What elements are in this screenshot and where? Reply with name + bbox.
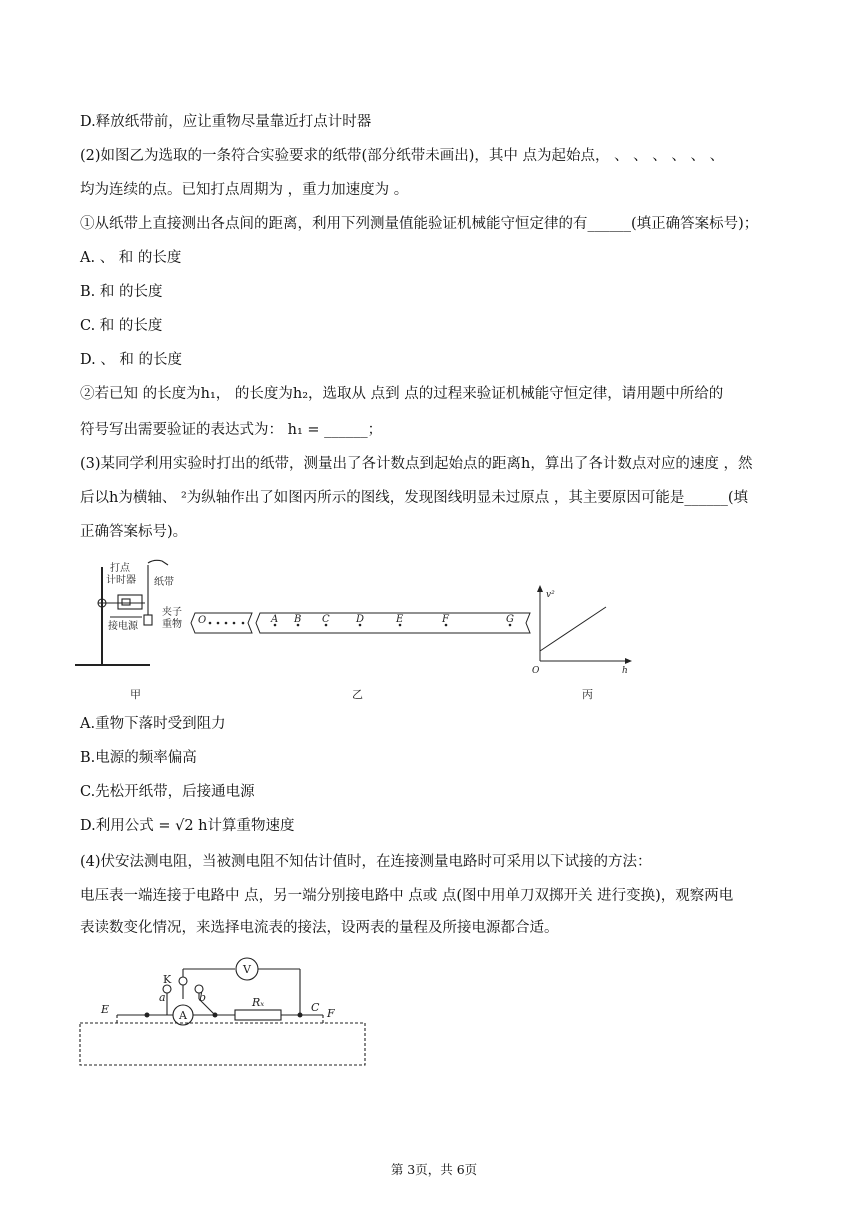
graph-origin: O	[532, 666, 540, 676]
tape-label-o: O	[198, 615, 207, 626]
text-line: C.先松开纸带，后接通电源	[80, 784, 255, 800]
figure-experiment	[70, 555, 640, 705]
tape-point-label: G	[506, 614, 514, 625]
apparatus-label: 重物	[162, 619, 182, 630]
tape-point-label: C	[322, 614, 330, 625]
apparatus-label: 计时器	[106, 575, 136, 586]
text-line: (4)伏安法测电阻，当被测电阻不知估计值时，在连接测量电路时可采用以下试接的方法：	[80, 854, 652, 870]
text-line: A. 、 和 的长度	[80, 250, 182, 266]
text-line: D.利用公式 = √2 h计算重物速度	[80, 818, 295, 834]
tape-point-label: E	[396, 614, 404, 625]
text-line: (2)如图乙为选取的一条符合实验要求的纸带(部分纸带未画出)，其中 点为起始点， 、 、 、 、 、 、	[80, 148, 725, 164]
apparatus-label: 夹子	[162, 607, 182, 618]
text-line: D. 、 和 的长度	[80, 352, 183, 368]
text-line: 电压表一端连接于电路中 点，另一端分别接电路中 点或 点(图中用单刀双掷开关 进行变换)，观察两电	[80, 888, 734, 904]
apparatus-label: 打点	[110, 563, 130, 574]
text-line: 表读数变化情况，来选择电流表的接法，设两表的量程及所接电源都合适。	[80, 920, 559, 936]
label-f: F	[327, 1007, 335, 1020]
voltmeter-label: V	[243, 963, 251, 976]
tape-point-label: F	[442, 614, 449, 625]
text-line: D.释放纸带前，应让重物尽量靠近打点计时器	[80, 114, 372, 130]
page-footer: 第 3页，共 6页	[390, 1162, 478, 1177]
label-b: b	[199, 991, 207, 1004]
figure-circuit	[75, 955, 375, 1070]
tape-point-label: B	[294, 614, 302, 625]
text-line: 后以h为横轴、 ²为纵轴作出了如图丙所示的图线，发现图线明显未过原点 ，其主要原因可能是______(填	[80, 490, 749, 506]
label-a: a	[159, 991, 166, 1004]
text-line: (3)某同学利用实验时打出的纸带，测量出了各计数点到起始点的距离h，算出了各计数点对应的速度 ，然	[80, 456, 753, 472]
text-line: ②若已知 的长度为h₁， 的长度为h₂，选取从 点到 点的过程来验证机械能守恒定律，请用题中所给的	[80, 386, 724, 402]
text-line: A.重物下落时受到阻力	[80, 716, 226, 732]
label-c: C	[311, 1001, 320, 1014]
apparatus-label: 纸带	[154, 577, 174, 588]
graph-axis-y: v²	[546, 590, 555, 600]
text-line: B. 和 的长度	[80, 284, 163, 300]
ammeter-label: A	[179, 1009, 187, 1022]
text-line: B.电源的频率偏高	[80, 750, 197, 766]
tape-point-label: D	[356, 614, 365, 625]
text-line: C. 和 的长度	[80, 318, 163, 334]
caption-yi: 乙	[352, 688, 363, 701]
caption-bing: 丙	[582, 688, 593, 701]
label-e: E	[101, 1003, 110, 1016]
text-line: ①从纸带上直接测出各点间的距离，利用下列测量值能验证机械能守恒定律的有______(填正确答案标号)；	[80, 216, 759, 232]
text-line: 均为连续的点。已知打点周期为 ，重力加速度为 。	[80, 182, 409, 198]
resistor-label: Rₓ	[252, 996, 265, 1009]
text-line: 正确答案标号)。	[80, 524, 188, 540]
tape-point-label: A	[271, 614, 279, 625]
graph-axis-x: h	[622, 666, 628, 676]
caption-jia: 甲	[130, 688, 141, 701]
label-k: K	[163, 973, 172, 986]
text-line: 符号写出需要验证的表达式为： h₁ = ______；	[80, 422, 383, 438]
apparatus-label: 接电源	[108, 621, 138, 632]
